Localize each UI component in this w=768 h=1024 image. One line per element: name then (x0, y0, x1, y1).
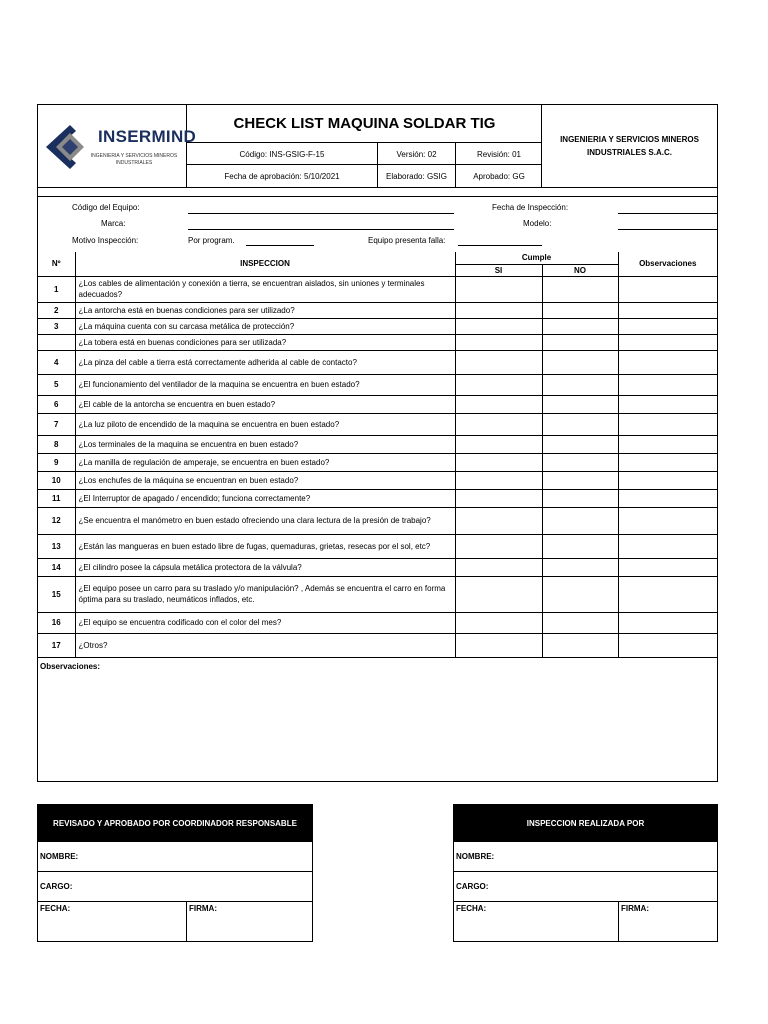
col-number-header: Nº (38, 252, 75, 276)
table-row (38, 534, 717, 558)
table-row (38, 453, 717, 471)
yes-cell[interactable] (455, 471, 542, 489)
row-number: 10 (38, 471, 75, 489)
row-number: 2 (38, 302, 75, 318)
no-cell[interactable] (542, 435, 618, 453)
row-question: ¿Los cables de alimentación y conexión a tierra, se encuentran aislados, sin uniones y terminales adecuados? (75, 276, 455, 302)
header-center (187, 105, 542, 187)
observation-cell[interactable] (618, 334, 717, 350)
no-cell[interactable] (542, 558, 618, 576)
row-number: 1 (38, 276, 75, 302)
yes-cell[interactable] (455, 612, 542, 633)
row-question: ¿El cable de la antorcha se encuentra en buen estado? (75, 395, 455, 413)
row-question: ¿El cilindro posee la cápsula metálica protectora de la válvula? (75, 558, 455, 576)
reviewer-date-row (38, 901, 312, 941)
row-question: ¿Los terminales de la maquina se encuentra en buen estado? (75, 435, 455, 453)
observation-cell[interactable] (618, 374, 717, 395)
table-row (38, 471, 717, 489)
row-number: 8 (38, 435, 75, 453)
table-row (38, 633, 717, 657)
observation-cell[interactable] (618, 558, 717, 576)
yes-cell[interactable] (455, 276, 542, 302)
no-cell[interactable] (542, 534, 618, 558)
reviewer-role-row[interactable] (38, 871, 312, 901)
no-cell[interactable] (542, 453, 618, 471)
row-number: 12 (38, 507, 75, 534)
row-number: 11 (38, 489, 75, 507)
signature-label: FIRMA: (621, 904, 649, 913)
reviewer-header: REVISADO Y APROBADO POR COORDINADOR RESPONSABLE (38, 805, 312, 841)
row-number: 4 (38, 350, 75, 374)
table-row (38, 334, 717, 350)
table-row (38, 374, 717, 395)
company-name: INGENIERIA Y SERVICIOS MINEROS INDUSTRIALES S.A.C. (560, 135, 699, 157)
equipment-code-label: Código del Equipo: (72, 203, 140, 212)
yes-cell[interactable] (455, 334, 542, 350)
date-label: FECHA: (456, 904, 487, 913)
observation-cell[interactable] (618, 413, 717, 435)
row-question: ¿El funcionamiento del ventilador de la maquina se encuentra en buen estado? (75, 374, 455, 395)
yes-cell[interactable] (455, 374, 542, 395)
date-label: FECHA: (40, 904, 71, 913)
signature-label: FIRMA: (189, 904, 217, 913)
observation-cell[interactable] (618, 435, 717, 453)
name-label: NOMBRE: (456, 852, 495, 861)
inspector-role-row[interactable] (454, 871, 717, 901)
table-row (38, 318, 717, 334)
row-question: ¿La tobera está en buenas condiciones para ser utilizada? (75, 334, 455, 350)
no-cell[interactable] (542, 489, 618, 507)
yes-cell[interactable] (455, 507, 542, 534)
inspection-date-field[interactable] (618, 213, 717, 214)
observations-label: Observaciones: (40, 662, 101, 671)
row-number: 15 (38, 576, 75, 612)
meta-row-2 (187, 165, 542, 187)
inspector-signature-box (453, 804, 718, 942)
divider (618, 902, 619, 941)
reviewer-signature-box (37, 804, 313, 942)
no-cell[interactable] (542, 471, 618, 489)
observation-cell[interactable] (618, 471, 717, 489)
form-header (38, 105, 717, 188)
row-question: ¿Los enchufes de la máquina se encuentran en buen estado? (75, 471, 455, 489)
inspector-date-row (454, 901, 717, 941)
yes-cell[interactable] (455, 350, 542, 374)
row-question: ¿La luz piloto de encendido de la maquina se encuentra en buen estado? (75, 413, 455, 435)
row-number: 3 (38, 318, 75, 334)
observation-cell[interactable] (618, 453, 717, 471)
logo-subtitle: INGENIERIA Y SERVICIOS MINEROS INDUSTRIALES (90, 153, 178, 166)
equipment-info (38, 196, 717, 252)
yes-cell[interactable] (455, 395, 542, 413)
observation-cell[interactable] (618, 276, 717, 302)
no-cell[interactable] (542, 395, 618, 413)
reviewer-name-row[interactable] (38, 841, 312, 871)
row-number: 14 (38, 558, 75, 576)
model-label: Modelo: (523, 219, 552, 228)
document-version: Versión: 02 (377, 143, 455, 165)
row-number: 13 (38, 534, 75, 558)
yes-cell[interactable] (455, 413, 542, 435)
row-number: 6 (38, 395, 75, 413)
observation-cell[interactable] (618, 507, 717, 534)
table-row (38, 558, 717, 576)
col-yes-header: SI (455, 264, 542, 276)
row-number: 5 (38, 374, 75, 395)
approved-by: Aprobado: GG (455, 165, 542, 187)
model-field[interactable] (618, 229, 717, 230)
row-question: ¿Otros? (75, 633, 455, 657)
row-question: ¿La pinza del cable a tierra está correctamente adherida al cable de contacto? (75, 350, 455, 374)
row-question: ¿La antorcha está en buenas condiciones para ser utilizado? (75, 302, 455, 318)
no-cell[interactable] (542, 576, 618, 612)
table-row (38, 507, 717, 534)
document-title: CHECK LIST MAQUINA SOLDAR TIG (187, 105, 542, 143)
observation-cell[interactable] (618, 612, 717, 633)
observation-cell[interactable] (618, 534, 717, 558)
document-code: Código: INS-GSIG-F-15 (239, 149, 325, 159)
observation-cell[interactable] (618, 302, 717, 318)
table-row (38, 276, 717, 302)
scheduled-label: Por program. (188, 236, 235, 245)
inspection-table (38, 252, 717, 658)
col-complies-header: Cumple (455, 252, 618, 264)
row-question: ¿Están las mangueras en buen estado libre de fugas, quemaduras, grietas, resecas por el sol, etc? (75, 534, 455, 558)
table-row (38, 395, 717, 413)
no-cell[interactable] (542, 612, 618, 633)
logo (38, 105, 197, 187)
row-number: 9 (38, 453, 75, 471)
yes-cell[interactable] (455, 453, 542, 471)
yes-cell[interactable] (455, 318, 542, 334)
row-question: ¿El equipo posee un carro para su traslado y/o manipulación? , Además se encuentra el carro en forma óptima para su traslado, neumáticos inflados, etc. (75, 576, 455, 612)
equipment-code-field[interactable] (188, 213, 454, 214)
row-number: 7 (38, 413, 75, 435)
table-row (38, 489, 717, 507)
brand-field[interactable] (188, 229, 454, 230)
approval-date: Fecha de aprobación: 5/10/2021 (224, 171, 340, 181)
table-row (38, 350, 717, 374)
reason-label: Motivo Inspección: (72, 236, 139, 245)
inspector-name-row[interactable] (454, 841, 717, 871)
row-number: 17 (38, 633, 75, 657)
table-row (38, 612, 717, 633)
no-cell[interactable] (542, 276, 618, 302)
row-question: ¿La manilla de regulación de amperaje, se encuentra en buen estado? (75, 453, 455, 471)
meta-row-1 (187, 143, 542, 165)
yes-cell[interactable] (455, 302, 542, 318)
inspection-date-label: Fecha de Inspección: (492, 203, 569, 212)
inspector-header: INSPECCION REALIZADA POR (454, 805, 717, 841)
no-cell[interactable] (542, 350, 618, 374)
role-label: CARGO: (456, 882, 489, 891)
row-question: ¿La máquina cuenta con su carcasa metálica de protección? (75, 318, 455, 334)
brand-label: Marca: (101, 219, 126, 228)
scheduled-field[interactable] (246, 245, 314, 246)
table-row (38, 413, 717, 435)
name-label: NOMBRE: (40, 852, 79, 861)
row-number (38, 334, 75, 350)
role-label: CARGO: (40, 882, 73, 891)
row-question: ¿Se encuentra el manómetro en buen estado ofreciendo una clara lectura de la presión de trabajo? (75, 507, 455, 534)
table-row (38, 302, 717, 318)
observation-cell[interactable] (618, 395, 717, 413)
yes-cell[interactable] (455, 489, 542, 507)
document-revision: Revisión: 01 (455, 143, 542, 165)
row-question: ¿El equipo se encuentra codificado con el color del mes? (75, 612, 455, 633)
no-cell[interactable] (542, 334, 618, 350)
table-row (38, 576, 717, 612)
logo-name: INSERMIND (98, 127, 197, 146)
no-cell[interactable] (542, 318, 618, 334)
no-cell[interactable] (542, 374, 618, 395)
no-cell[interactable] (542, 413, 618, 435)
no-cell[interactable] (542, 633, 618, 657)
row-number: 16 (38, 612, 75, 633)
failure-label: Equipo presenta falla: (368, 236, 446, 245)
table-row (38, 435, 717, 453)
prepared-by: Elaborado: GSIG (377, 165, 455, 187)
yes-cell[interactable] (455, 435, 542, 453)
yes-cell[interactable] (455, 534, 542, 558)
yes-cell[interactable] (455, 576, 542, 612)
divider (186, 902, 187, 941)
row-question: ¿El Interruptor de apagado / encendido; funciona correctamente? (75, 489, 455, 507)
failure-field[interactable] (458, 245, 542, 246)
observation-cell[interactable] (618, 318, 717, 334)
no-cell[interactable] (542, 302, 618, 318)
observation-cell[interactable] (618, 633, 717, 657)
checklist-form (37, 104, 718, 782)
yes-cell[interactable] (455, 558, 542, 576)
yes-cell[interactable] (455, 633, 542, 657)
no-cell[interactable] (542, 507, 618, 534)
observation-cell[interactable] (618, 576, 717, 612)
col-observations-header: Observaciones (618, 252, 717, 276)
observation-cell[interactable] (618, 350, 717, 374)
col-no-header: NO (542, 264, 618, 276)
col-inspection-header: INSPECCION (75, 252, 455, 276)
observation-cell[interactable] (618, 489, 717, 507)
